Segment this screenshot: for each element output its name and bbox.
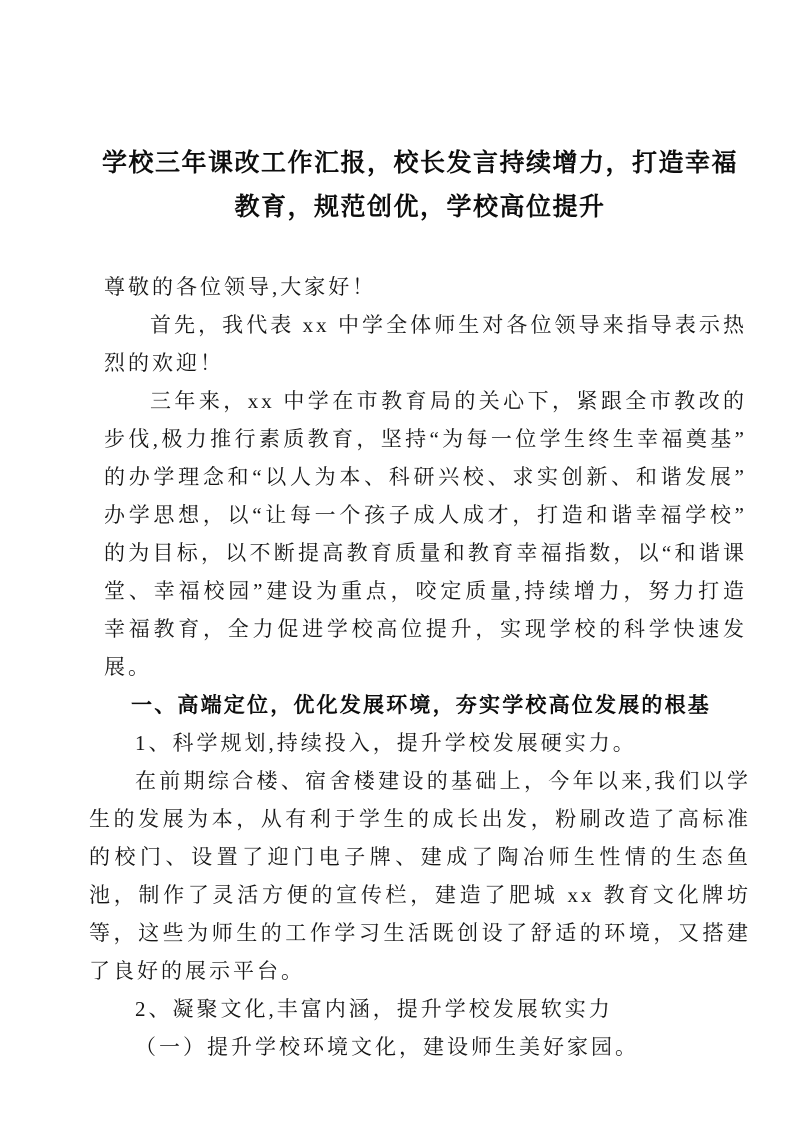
paragraph-point-1: 1、科学规划,持续投入，提升学校发展硬实力。	[135, 731, 637, 755]
paragraph-subpoint-1: （一）提升学校环境文化，建设师生美好家园。	[135, 1035, 639, 1059]
document-title-line-2: 教育，规范创优，学校高位提升	[234, 194, 606, 221]
paragraph-overview: 三年来，xx 中学在市教育局的关心下，紧跟全市教改的步伐,极力推行素质教育，坚持“为每一位学生终生幸福奠基”的办学理念和“以人为本、科研兴校、求实创新、和谐发展”办学思想，以“让每一个孩子成人成才，打造和谐幸福学校”的为目标，以不断提高教育质量和教育幸福指数，以“和谐课堂、幸福校园”建设为重点，咬定质量,持续增力，努力打造幸福教育，全力促进学校高位提升，实现学校的科学快速发展。	[104, 389, 747, 679]
paragraph-construction-detail: 在前期综合楼、宿舍楼建设的基础上，今年以来,我们以学生的发展为本，从有利于学生的成长出发，粉刷改造了高标准的校门、设置了迎门电子牌、建成了陶冶师生性情的生态鱼池，制作了灵活方便的宣传栏，建造了肥城 xx 教育文化牌坊等，这些为师生的工作学习生活既创设了舒适的环境，又搭建了良好的展示平台。	[89, 769, 751, 983]
paragraph-salutation: 尊敬的各位领导,大家好！	[104, 275, 377, 299]
paragraph-point-2: 2、凝聚文化,丰富内涵，提升学校发展软实力	[135, 997, 613, 1021]
document-title	[89, 142, 751, 230]
paragraph-welcome: 首先，我代表 xx 中学全体师生对各位领导来指导表示热烈的欢迎！	[104, 313, 747, 375]
document-body	[89, 268, 751, 1066]
document-title-line-1: 学校三年课改工作汇报，校长发言持续增力，打造幸福	[101, 150, 738, 177]
section-heading-1: 一、高端定位，优化发展环境，夯实学校高位发展的根基	[131, 693, 711, 717]
